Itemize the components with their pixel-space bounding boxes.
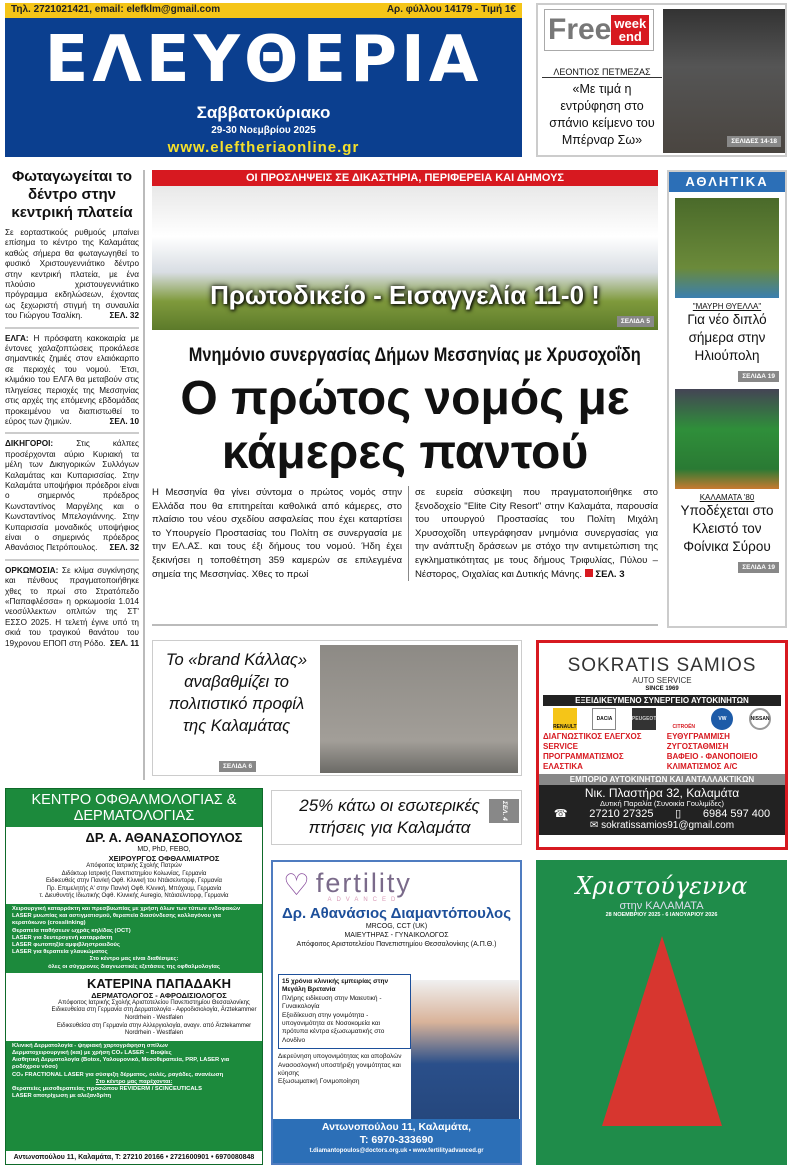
doctor-credentials — [273, 922, 520, 949]
eye-clinic-ad[interactable] — [5, 788, 263, 1165]
contact-strip — [5, 3, 522, 18]
weekend-teaser[interactable] — [536, 3, 787, 157]
xmas-subtitle: στην ΚΑΛΑΜΑΤΑ — [619, 900, 704, 912]
story-text: Η πρόσφατη κακοκαιρία με έντονες χαλαζοπτώσεις προκάλεσε σημαντικές ζημιές στον ελαιόκαρπο σε περιοχές του νομού. Έτσι, κλιμάκιο του ΕΛΓΑ θα μεταβούν στις πληγείσες περιοχές της Μεσσηνίας στις αρχές της επόμενης εβδομάδας προκειμένου να διαπιστωθεί το εύρος των ζημιών. — [5, 333, 139, 426]
service-item: LASER αποτρίχωση με αλεξανδρίτη — [12, 1093, 112, 1100]
weekend-author: ΛΕΟΝΤΙΟΣ ΠΕΤΜΕΖΑΣ — [542, 67, 662, 78]
ad-brand-sub: AUTO SERVICE — [632, 676, 692, 685]
fertility-left-column — [278, 974, 411, 1087]
service-item: LASER μυωπίας και αστιγματισμού, θεραπεία διασύνδεσης κολλαγόνου για κερατόκωνο (crosslinking) — [12, 913, 221, 927]
left-story[interactable] — [5, 439, 139, 560]
dacia-logo: DACIA — [592, 708, 616, 730]
doctor1-name: ΔΡ. Α. ΑΘΑΝΑΣΟΠΟΥΛΟΣ — [85, 830, 243, 845]
section-divider — [152, 624, 658, 626]
doctor2-name: ΚΑΤΕΡΙΝΑ ΠΑΠΑΔΑΚΗ — [86, 975, 232, 991]
weekend-quote: «Με τιμά η εντρύφηση στο σπάνιο κείμενο του Μπέρναρ Σω» — [549, 82, 655, 147]
bullet-square-icon — [585, 569, 593, 577]
ad-address: Νικ. Πλαστήρα 32, Καλαμάτα — [584, 786, 740, 800]
service-item: ΚΛΙΜΑΤΙΣΜΟΣ A/C — [666, 762, 738, 771]
page-tag: ΣΕΛΙΔΑ 6 — [219, 761, 256, 772]
service-item: Θεραπεία παθήσεων ωχράς κηλίδας (OCT) — [12, 927, 131, 934]
page-ref: ΣΕΛ. 3 — [595, 568, 625, 580]
service-item: ΔΙΑΓΝΩΣΤΙΚΟΣ ΕΛΕΓΧΟΣ — [543, 732, 642, 741]
sports-title[interactable]: Υποδέχεται στο Κλειστό τον Φοίνικα Σύρου — [680, 503, 774, 554]
experience-item: Εξειδίκευση στην γονιμότητα - υπογονιμότητα σε Νοσοκομεία και πρότυπα κέντρα εξωσωματικής στο Λονδίνο — [282, 1011, 385, 1044]
sports-title[interactable]: Για νέο διπλό σήμερα στην Ηλιούπολη — [687, 312, 767, 363]
email-icon: ✉ — [589, 820, 599, 831]
clinic-title: ΚΕΝΤΡΟ ΟΦΘΑΛΜΟΛΟΓΙΑΣ & ΔΕΡΜΑΤΟΛΟΓΙΑΣ — [31, 792, 237, 824]
nissan-logo: NISSAN — [749, 708, 771, 730]
derm-services — [6, 1041, 262, 1103]
fertility-address: Αντωνοπούλου 11, Καλαμάτα, — [321, 1121, 472, 1133]
ad-area: Δυτική Παραλία (Συνοικία Γουλιμίδες) — [599, 799, 725, 808]
story-text: Σε εορταστικούς ρυθμούς μπαίνει επίσημα το κέντρο της Καλαμάτας καθώς σήμερα θα φωταγωγηθεί το φυσικό Χριστουγεννιάτικο δέντρο στην κεντρική πλατεία, με ένα πλούσιο χριστουγεννιάτικο πρόγραμμα εκδηλώσεων, έχοντας ως ξεχωριστή στιγμή τη συναυλία του Γιώργου Τσαλίκη. — [5, 228, 139, 321]
experience-title: 15 χρόνια κλινικής εμπειρίας στην Μεγάλη Βρετανία — [282, 978, 389, 994]
christmas-tree-icon — [602, 936, 722, 1126]
free-weekend-logo — [544, 9, 654, 51]
experience-box — [278, 974, 411, 1049]
story-kicker: ΕΛΓΑ: — [5, 333, 29, 343]
doctor-photo — [411, 980, 519, 1120]
weekend-photo — [663, 9, 785, 153]
service-item: ΒΑΦΕΙΟ - ΦΑΝΟΠΟΙΕΙΟ — [666, 752, 758, 761]
service-item: Εξωσωματική Γονιμοποίηση — [278, 1078, 360, 1086]
logo-text: fertility — [315, 867, 412, 898]
story-text: Σε κλίμα συγκίνησης και πένθους πραγματοποιήθηκε χθες το πρωί στο Στρατόπεδο «Παπαφλέσσα» η ορκωμοσία 1.014 νεοσύλλεκτων οπλιτών της ΣΤ' ΕΣΣΟ 2025. Η τελετή έγινε υπό τη σκιά του τραγικού θανάτου του 19χρονου ΕΠΟΠ στη Ρόδο. — [5, 565, 139, 648]
doctor-role: ΜΑΙΕΥΤΗΡΑΣ - ΓΥΝΑΙΚΟΛΟΓΟΣ — [344, 932, 449, 939]
service-item: Χειρουργική καταρράκτη και πρεσβυωπίας με χρήση όλων των τύπων ενδοφακών — [12, 905, 241, 912]
ad-phone[interactable]: 27210 27325 — [589, 808, 654, 820]
doctor1-cv — [9, 863, 259, 901]
service-item: Θεραπείες μεσοθεραπείας προσώπου REVIDERM / SCINCEUTICALS — [12, 1085, 202, 1092]
ad-since: SINCE 1969 — [645, 686, 679, 692]
newspaper-logo: ΕΛΕΥΘΕΡΙΑ — [44, 23, 483, 97]
logo-free: Free — [548, 13, 612, 46]
service-item: SERVICE — [543, 742, 578, 751]
service-item: ΕΛΑΣΤΙΚΑ — [543, 762, 583, 771]
logo-sub: ADVANCED — [327, 896, 401, 903]
service-item: ΕΥΘΥΓΡΑΜΜΙΣΗ — [666, 732, 730, 741]
ad-contact — [539, 785, 785, 835]
cv-item: Ειδικευθείσα στη Γερμανία στη Δερματολογία - Αφροδισιολογία, Ärztekammer Nordrhein - Westfalen — [51, 1007, 257, 1021]
clinic-note: όλες οι σύγχρονες διαγνωστικές εξετάσεις της οφθαλμολογίας — [48, 963, 220, 970]
doctor-degrees: MRCOG, CCT (UK) — [365, 923, 428, 930]
page-ref: ΣΕΛ. 10 — [109, 416, 139, 426]
cv-item: Απόφοιτος Ιατρικής Σχολής Αριστοτελείου Πανεπιστημίου Θεσσαλονίκης — [58, 999, 250, 1006]
christmas-kalamata-ad[interactable] — [536, 860, 787, 1165]
basketball-photo[interactable] — [675, 389, 779, 489]
peugeot-logo: PEUGEOT — [632, 708, 656, 730]
page-tag: ΣΕΛΙΔΑ 19 — [738, 371, 779, 382]
service-item: LASER για δευτερογενή καταρράκτη — [12, 934, 113, 941]
issue-date: 29-30 Νοεμβρίου 2025 — [211, 125, 316, 136]
eye-services — [6, 904, 262, 973]
contact-info: Τηλ. 2721021421, email: elefklm@gmail.com — [11, 4, 221, 15]
clinic-note: Στο κέντρο μας παρέχονται: — [95, 1078, 173, 1085]
service-item: CO₂ FRACTIONAL LASER για σύσφιξη δέρματος, ουλές, ραγάδες, ανανέωση — [12, 1071, 224, 1078]
clinic-address: Αντωνοπούλου 11, Καλαμάτα, Τ: 27210 20166 • 2721600901 • 6970080848 — [6, 1151, 262, 1164]
clinic-note: Στο κέντρο μας είναι διαθέσιμες: — [89, 956, 179, 963]
issue-info: Αρ. φύλλου 14179 - Τιμή 1€ — [386, 4, 516, 15]
lead-banner[interactable]: ΟΙ ΠΡΟΣΛΗΨΕΙΣ ΣΕ ΔΙΚΑΣΤΗΡΙΑ, ΠΕΡΙΦΕΡΕΙΑ ΚΑΙ ΔΗΜΟΥΣ — [152, 170, 658, 186]
courthouse-photo[interactable] — [152, 186, 658, 330]
page-ref: ΣΕΛ. 32 — [109, 543, 139, 553]
page-tag: ΣΕΛ. 4 — [489, 799, 519, 823]
main-subheadline: Μνημόνιο συνεργασίας Δήμων Μεσσηνίας με Χρυσοχοΐδη — [188, 345, 641, 366]
main-headline[interactable]: Ο πρώτος νομός με κάμερες παντού — [180, 372, 630, 479]
cv-item: Διδάκτωρ Ιατρικής Πανεπιστημίου Κολωνίας, Γερμανία — [61, 870, 207, 877]
story-kicker: ΔΙΚΗΓΟΡΟΙ: — [5, 439, 54, 449]
cv-item: Ειδικευθείσα στη Γερμανία στην Αλλεργιολογία, αναγν. από Ärztekammer Nordrhein - Westfalen — [56, 1022, 252, 1037]
doctor1-role: ΧΕΙΡΟΥΡΓΟΣ ΟΦΘΑΛΜΙΑΤΡΟΣ — [108, 854, 220, 863]
football-photo[interactable] — [675, 198, 779, 298]
page-tag: ΣΕΛΙΔΑ 5 — [617, 316, 654, 327]
logo-end: end — [618, 29, 642, 44]
cv-item: Ειδικευθείς στην Παν/κή Οφθ. Κλινική του Ντάισελντορφ, Γερμανία — [45, 878, 223, 885]
callas-story[interactable] — [152, 640, 522, 776]
xmas-dates: 28 ΝΟΕΜΒΡΙΟΥ 2025 - 6 ΙΑΝΟΥΑΡΙΟΥ 2026 — [605, 912, 718, 918]
fertility-ad[interactable] — [271, 860, 522, 1165]
fertility-web[interactable]: t.diamantopoulos@doctors.org.uk • www.fertilityadvanced.gr — [309, 1148, 484, 1154]
gallery-photo — [320, 645, 518, 773]
ad-services — [539, 732, 785, 772]
website-link[interactable]: www.eleftheriaonline.gr — [167, 139, 360, 156]
column-divider — [143, 170, 145, 780]
sokratis-samios-ad[interactable] — [536, 640, 788, 850]
callas-title: Το «brand Κάλλας» αναβαθμίζει το πολιτιστικό προφίλ της Καλαμάτας — [165, 651, 308, 735]
left-column — [5, 168, 139, 659]
page-tag: ΣΕΛΙΔΕΣ 14-18 — [727, 136, 781, 147]
service-item: Ανασοσλογική υποστήριξη γονιμότητας και κύησης — [278, 1061, 401, 1078]
car-brand-logos — [545, 708, 779, 730]
doctor-school: Απόφοιτος Αριστοτελείου Πανεπιστημίου Θεσσαλονίκης (Α.Π.Θ.) — [296, 941, 497, 948]
service-item: LASER για θεραπεία γλαυκώματος — [12, 949, 108, 956]
fertility-contact — [273, 1119, 520, 1163]
vw-logo: VW — [711, 708, 733, 730]
doctor2-cv — [9, 1000, 259, 1038]
service-item: Κλινική Δερματολογία - ψηφιακή χαρτογράφηση σπίλων — [12, 1042, 169, 1049]
left-story[interactable] — [5, 334, 139, 435]
sports-section — [667, 170, 787, 628]
service-item: Αισθητική Δερματολογία (Botox, Υαλουρονικό, Μεσοθεραπεία, PRP, LASER για ροδόχρου νόσο) — [12, 1057, 230, 1071]
ad-email[interactable]: sokratissamios91@gmail.com — [601, 820, 735, 831]
page-ref: ΣΕΛ. 11 — [109, 638, 139, 648]
sports-kicker: "ΜΑΥΡΗ ΘΥΕΛΛΑ" — [692, 302, 762, 311]
services-right — [667, 732, 781, 772]
ad-mobile[interactable]: 6984 597 400 — [702, 808, 771, 820]
services-left — [543, 732, 667, 772]
page-ref: ΣΕΛ. 32 — [109, 311, 139, 321]
fertility-logo — [273, 862, 520, 903]
article-text: σε ευρεία σύσκεψη που πραγματοποιήθηκε στο ξενοδοχείο "Elite City Resort" στην Καλαμάτα, παρουσία του υπουργού Προστασίας του Πολίτη Μιχάλη Χρυσοχοΐδη υπεγράφησαν μνημόνια συνεργασίας για την ανάπτυξη δράσεων με στόχο την αντιμετώπιση της εγκληματικότητας με τους δήμους Τριφυλίας, Πύλου – Νέστορος, Οιχαλίας και Δυτικής Μάνης. — [415, 487, 658, 580]
logo-week: week — [614, 16, 647, 31]
xmas-title: Χριστούγεννα — [575, 872, 748, 900]
service-item: LASER φωτοπηξία αμφιβληστροειδούς — [12, 941, 120, 948]
masthead — [5, 3, 522, 157]
service-item: Διερεύνηση υπογονιμότητας και αποβολών — [278, 1053, 402, 1061]
left-story[interactable] — [5, 228, 139, 329]
main-subheadline-wrap — [152, 345, 658, 367]
doctor1-degrees: MD, PhD, FEBO, — [137, 846, 191, 853]
experience-item: Πλήρης ειδίκευση στην Μαιευτική - Γυναικολογία — [282, 994, 382, 1011]
doctor2-box — [6, 973, 262, 1041]
citroen-logo: CITROËN — [672, 724, 696, 730]
edition-label: Σαββατοκύριακο — [196, 103, 331, 122]
story-kicker: ΟΡΚΩΜΟΣΙΑ: — [5, 565, 59, 575]
flights-story[interactable] — [271, 790, 522, 845]
phone-icon: ☎ — [553, 808, 568, 820]
cv-item: Απόφοιτος Ιατρικής Σχολής Πατρών — [86, 863, 182, 869]
left-story[interactable] — [5, 566, 139, 654]
left-title[interactable]: Φωταγωγείται το δέντρο στην κεντρική πλατεία — [11, 168, 133, 221]
logo-weekend — [611, 15, 649, 45]
flights-title: 25% κάτω οι εσωτερικές πτήσεις για Καλαμάτα — [299, 796, 480, 837]
service-item: ΠΡΟΓΡΑΜΜΑΤΙΣΜΟΣ — [543, 752, 624, 761]
fertility-services — [278, 1053, 411, 1087]
doctor2-role: ΔΕΡΜΑΤΟΛΟΓΟΣ - ΑΦΡΟΔΙΣΙΟΛΟΓΟΣ — [91, 990, 227, 1000]
cv-item: Πρ. Επιμελητής Α' στην Παν/κή Οφθ. Κλινική, Μπόχουμ, Γερμανία — [46, 885, 222, 892]
cv-item: τ. Διευθυντής Ιδιωτικής Οφθ. Κλινικής Auregio, Ντάισελντορφ, Γερμανία — [39, 893, 229, 900]
main-article — [152, 486, 658, 581]
ad-brand-name: SOKRATIS SAMIOS — [567, 655, 757, 676]
sports-kicker: ΚΑΛΑΜΑΤΑ '80 — [699, 493, 755, 502]
mobile-icon: ▯ — [675, 808, 682, 820]
doctor1-box — [6, 827, 262, 904]
story-text: Στις κάλπες προσέρχονται αύριο Κυριακή τα μέλη των Δικηγορικών Συλλόγων Καλαμάτας και Κυπαρισσίας. Στην Καλαμάτα υποψήφιοι πρόεδροι είναι ο σημερινός πρόεδρος Κωνσταντίνος Μαργέλης και ο Κωνσταντίνος Μπελογιάννης. Στην Κυπαρισσία μοναδικός υποψήφιος είναι ο σημερινός πρόεδρος Αθανάσιος Πετρόπουλος. — [5, 439, 139, 553]
sports-header: ΑΘΛΗΤΙΚΑ — [669, 172, 785, 192]
article-col-1: Η Μεσσηνία θα γίνει σύντομα ο πρώτος νομός στην Ελλάδα που θα επιτηρείται καθολικά από κάμερες, στο πλαίσιο του νέου σχεδίου ασφαλείας που έχει καταρτίσει το Υπουργείο Προστασίας του Πολίτη σε συνεργασία με την ΕΛ.ΑΣ. και τους έξι δήμους του νομού. Ήδη έχει ξεκινήσει η τοποθέτηση 359 καμερών σε επιλεγμένα σημεία της Μεσσηνίας. Χθες το πρωί — [152, 487, 402, 580]
fertility-phone[interactable]: Τ: 6970-333690 — [359, 1134, 434, 1146]
ad-banner: ΕΞΕΙΔΙΚΕΥΜΕΝΟ ΣΥΝΕΡΓΕΙΟ ΑΥΤΟΚΙΝΗΤΩΝ — [543, 695, 781, 706]
heart-logo-icon: ♡ — [283, 869, 310, 902]
renault-logo: RENAULT — [553, 708, 577, 730]
page-tag: ΣΕΛΙΔΑ 19 — [738, 562, 779, 573]
service-item: Δερματοχειρουργική (και) με χρήση CO₂ LASER – Βιοψίες — [12, 1049, 172, 1056]
article-col-2 — [408, 486, 658, 581]
ad-trade: ΕΜΠΟΡΙΟ ΑΥΤΟΚΙΝΗΤΩΝ ΚΑΙ ΑΝΤΑΛΛΑΚΤΙΚΩΝ — [539, 774, 785, 785]
photo-title: Πρωτοδικείο - Εισαγγελία 11-0 ! — [210, 280, 600, 310]
service-item: ΖΥΓΟΣΤΑΘΜΙΣΗ — [666, 742, 729, 751]
doctor-name: Δρ. Αθανάσιος Διαμαντόπουλος — [282, 905, 511, 922]
